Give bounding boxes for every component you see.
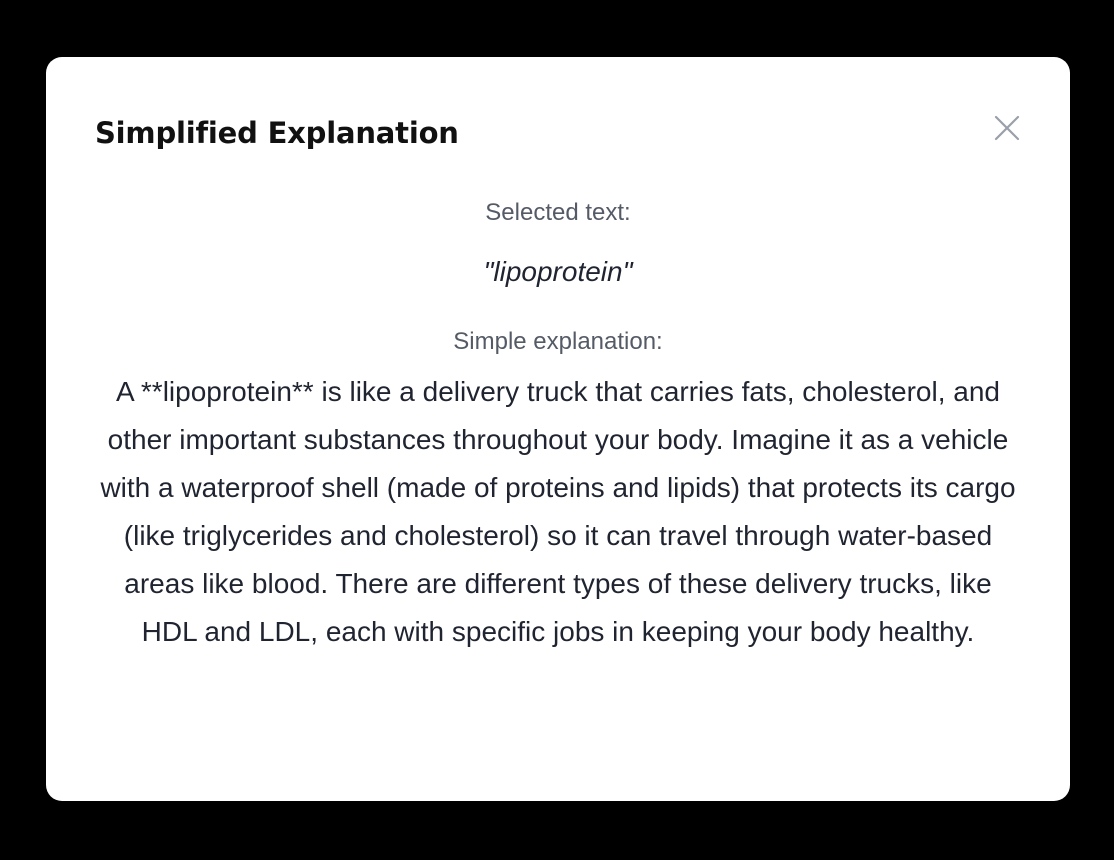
dialog-content (96, 195, 1020, 656)
dialog-title: Simplified Explanation (95, 116, 459, 150)
explanation-label: Simple explanation: (453, 328, 663, 355)
explanation-text: A **lipoprotein** is like a delivery truck that carries fats, cholesterol, and other important substances throughout your body. Imagine it as a vehicle with a waterproof shell (made of proteins and lipids) that protects its cargo (like triglycerides and cholesterol) so it can travel through water-based areas like blood. There are different types of these delivery trucks, like HDL and LDL, each with specific jobs in keeping your body healthy. (100, 376, 1016, 647)
close-icon (988, 110, 1026, 148)
selected-text-label: Selected text: (485, 199, 631, 226)
simplified-explanation-dialog (46, 57, 1070, 801)
selected-text-value: "lipoprotein" (483, 256, 633, 287)
close-button[interactable] (988, 110, 1026, 148)
